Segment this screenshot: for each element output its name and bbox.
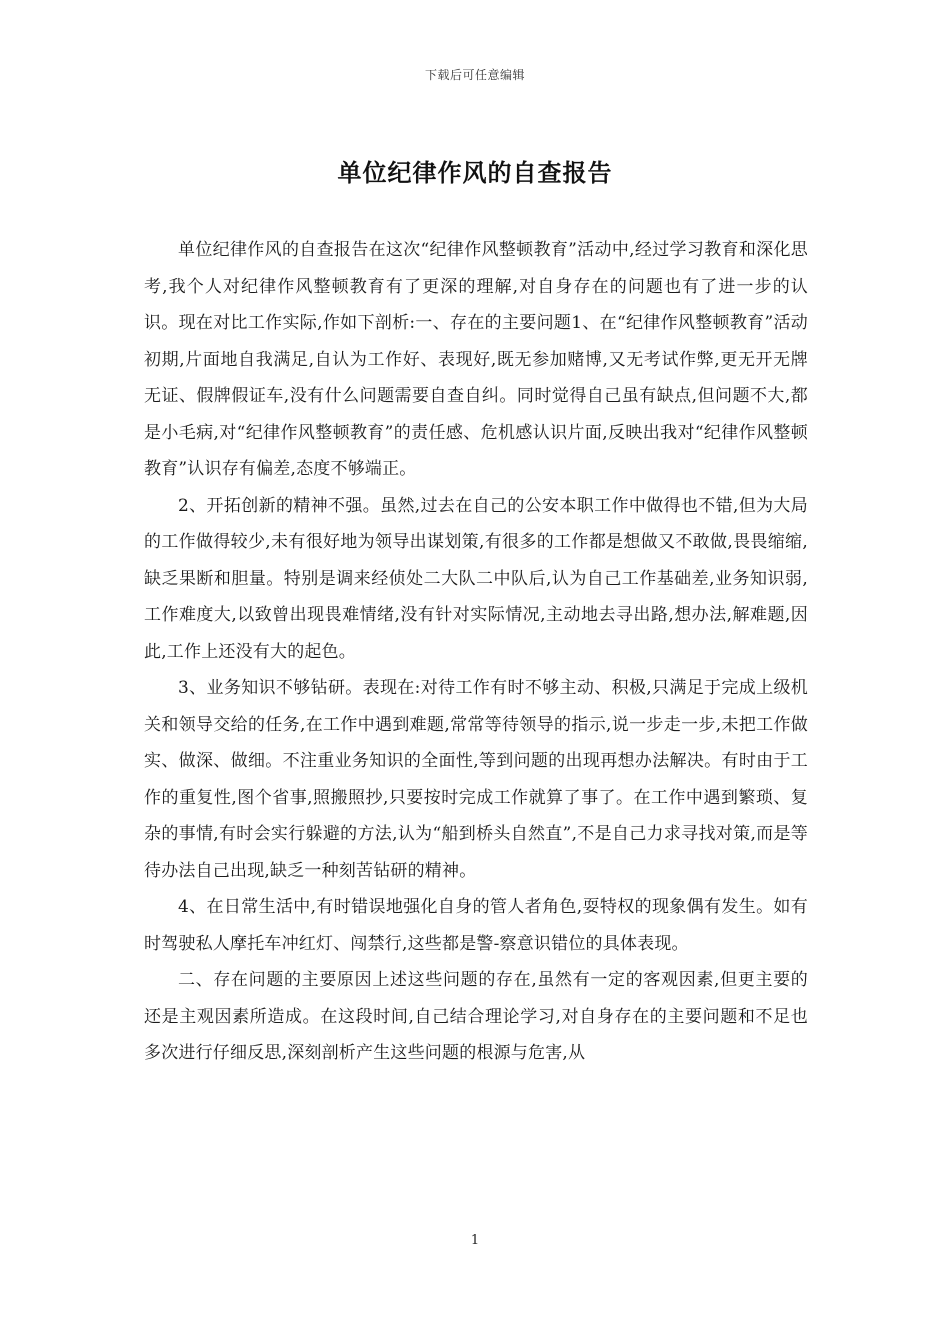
page-header-note: 下载后可任意编辑: [424, 68, 525, 82]
paragraph-5: 二、存在问题的主要原因上述这些问题的存在,虽然有一定的客观因素,但更主要的还是主观因素所造成。在这段时间,自己结合理论学习,对自身存在的主要问题和不足也多次进行仔细反思,深刻剖析产生这些问题的根源与危害,从: [144, 970, 808, 1063]
document-title: 单位纪律作风的自查报告: [337, 158, 613, 187]
page-number: 1: [470, 1233, 480, 1248]
paragraph-3: 3、业务知识不够钻研。表现在:对待工作有时不够主动、积极,只满足于完成上级机关和领导交给的任务,在工作中遇到难题,常常等待领导的指示,说一步走一步,未把工作做实、做深、做细。不注重业务知识的全面性,等到问题的出现再想办法解决。有时由于工作的重复性,图个省事,照搬照抄,只要按时完成工作就算了事了。在工作中遇到繁琐、复杂的事情,有时会实行躲避的方法,认为“船到桥头自然直”,不是自己力求寻找对策,而是等待办法自己出现,缺乏一种刻苦钻研的精神。: [144, 678, 808, 881]
paragraph-1: 单位纪律作风的自查报告在这次“纪律作风整顿教育”活动中,经过学习教育和深化思考,我个人对纪律作风整顿教育有了更深的理解,对自身存在的问题也有了进一步的认识。现在对比工作实际,作如下剖析:一、存在的主要问题1、在“纪律作风整顿教育”活动初期,片面地自我满足,自认为工作好、表现好,既无参加赌博,又无考试作弊,更无开无牌无证、假牌假证车,没有什么问题需要自查自纠。同时觉得自己虽有缺点,但问题不大,都是小毛病,对“纪律作风整顿教育”的责任感、危机感认识片面,反映出我对“纪律作风整顿教育”认识存有偏差,态度不够端正。: [144, 240, 808, 479]
document-body: [144, 232, 808, 1072]
paragraph-2: 2、开拓创新的精神不强。虽然,过去在自己的公安本职工作中做得也不错,但为大局的工作做得较少,未有很好地为领导出谋划策,有很多的工作都是想做又不敢做,畏畏缩缩,缺乏果断和胆量。特别是调来经侦处二大队二中队后,认为自己工作基础差,业务知识弱,工作难度大,以致曾出现畏难情绪,没有针对实际情况,主动地去寻出路,想办法,解难题,因此,工作上还没有大的起色。: [144, 495, 808, 662]
paragraph-4: 4、在日常生活中,有时错误地强化自身的管人者角色,耍特权的现象偶有发生。如有时驾驶私人摩托车冲红灯、闯禁行,这些都是警-察意识错位的具体表现。: [144, 897, 808, 954]
